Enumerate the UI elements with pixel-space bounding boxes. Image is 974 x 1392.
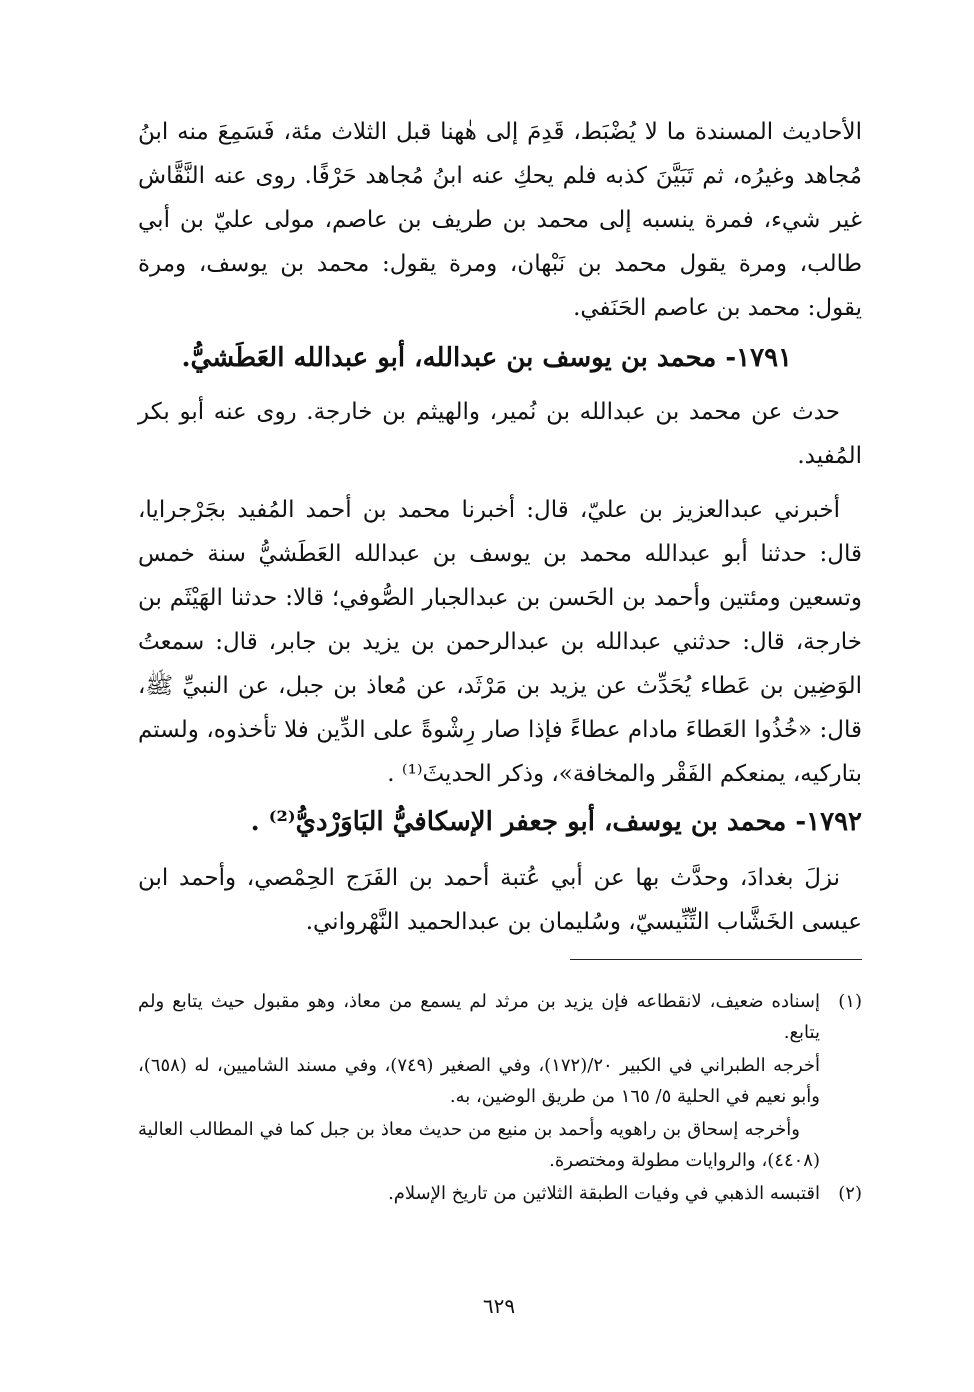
paragraph-entry-1791-hadith: أخبرني عبدالعزيز بن عليّ، قال: أخبرنا محمد بن أحمد المُفيد بجَرْجرايا، قال: حدثنا أبو عبدالله محمد بن يوسف بن عبدالله العَطَشيُّ سنة خمس وتسعين ومئتين وأحمد بن الحَسن بن عبدالجبار الصُّوفي؛ قالا: حدثنا الهَيْثَم بن خارجة، قال: حدثني عبدالله بن عبدالرحمن بن يزيد بن جابر، قال: سمعتُ الوَضِين بن عَطاء يُحَدِّث عن يزيد بن مَرْثَد، عن مُعاذ بن جبل، عن النبيِّ ﷺ، قال: «خُذُوا العَطاءَ مادام عطاءً فإذا صار رِشْوةً على الدِّين فلا تأخذوه، ولستم بتاركيه، يمنعكم الفَقْر والمخافة»، وذكر الحديثَ⁽¹⁾ . (138, 497, 862, 787)
footnotes (138, 986, 862, 1209)
footnote-2 (138, 1178, 862, 1209)
main-text-column (138, 110, 862, 944)
footnote-1-text: إسناده ضعيف، لانقطاعه فإن يزيد بن مرثد لم يسمع من معاذ، وهو مقبول حيث يتابع ولم يتابع. (138, 991, 820, 1043)
entry-heading-1791: ١٧٩١- محمد بن يوسف بن عبدالله، أبو عبدالله العَطَشيُّ. (181, 343, 792, 373)
paragraph-continuation: الأحاديث المسندة ما لا يُضْبَط، قَدِمَ إلى هٰهنا قبل الثلاث مئة، فَسَمِعَ منه ابنُ مُجاهد وغيرُه، ثم تَبَيَّنَ كذبه فلم يحكِ عنه ابنُ مُجاهد حَرْفًا. روى عنه النَّقَّاش غير شيء، فمرة ينسبه إلى محمد بن طريف بن عاصم، مولى عليّ بن أبي طالب، ومرة يقول محمد بن نَبْهان، ومرة يقول: محمد بن يوسف، ومرة يقول: محمد بن عاصم الحَنَفي. (138, 119, 862, 321)
footnote-1 (138, 986, 862, 1048)
page-number: ٦٢٩ (482, 1294, 516, 1318)
footnote-2-text: اقتبسه الذهبي في وفيات الطبقة الثلاثين من تاريخ الإسلام. (388, 1183, 820, 1204)
footnote-2-number: (٢) (838, 1183, 862, 1204)
paragraph-entry-1792: نزلَ بغدادَ، وحدَّث بها عن أبي عُتبة أحمد بن الفَرَج الحِمْصي، وأحمد ابن عيسى الخَشَّاب التِّنِّيسيّ، وسُليمان بن عبدالحميد النَّهْرواني. (138, 865, 862, 935)
entry-heading-1792: ١٧٩٢- محمد بن يوسف، أبو جعفر الإسكافيُّ البَاوَرْديُّ⁽²⁾ . (250, 807, 862, 837)
footnote-1-further-sources: وأخرجه إسحاق بن راهويه وأحمد بن منيع من حديث معاذ بن جبل كما في المطالب العالية (٤٤٠٨)، والروايات مطولة ومختصرة. (138, 1119, 820, 1171)
footnote-1-number: (١) (838, 991, 862, 1012)
footnote-divider (570, 959, 862, 960)
paragraph-entry-1791-narrators: حدث عن محمد بن عبدالله بن نُمير، والهيثم بن خارجة. روى عنه أبو بكر المُفيد. (138, 399, 862, 469)
footnote-1-sources: أخرجه الطبراني في الكبير ٢٠/(١٧٢)، وفي الصغير (٧٤٩)، وفي مسند الشاميين، له (٦٥٨)، وأبو نعيم في الحلية ٥/ ١٦٥ من طريق الوضين، به. (138, 1055, 820, 1107)
